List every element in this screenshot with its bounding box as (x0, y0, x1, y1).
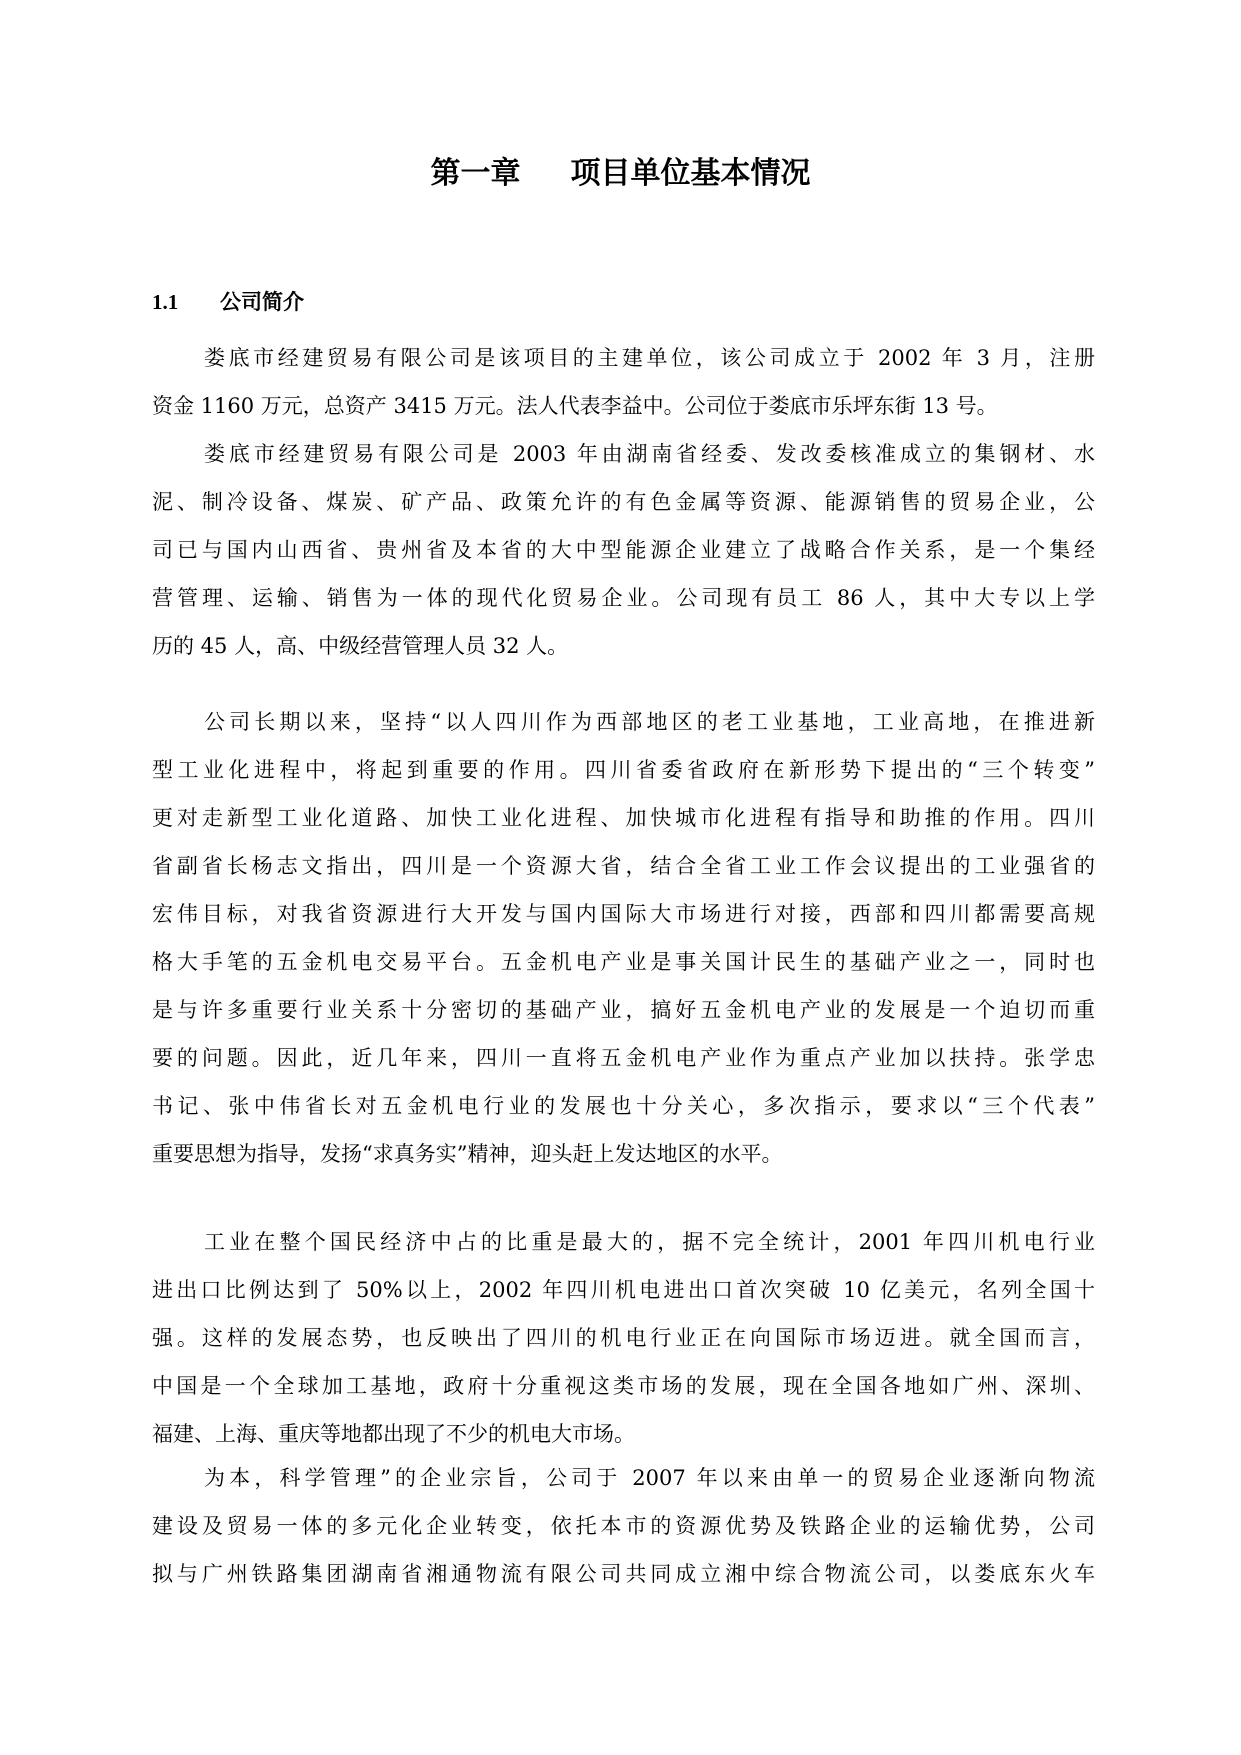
paragraph-line: 进出口比例达到了 50%以上，2002 年四川机电进出口首次突破 10 亿美元，名列全国十 (152, 1278, 1095, 1302)
paragraph-company-strategy (152, 1454, 1095, 1598)
paragraph-sichuan-industry (152, 698, 1095, 1178)
section-heading (152, 285, 304, 319)
paragraph-line: 要的问题。因此，近几年来，四川一直将五金机电产业作为重点产业加以扶持。张学忠 (152, 1046, 1095, 1070)
chapter-number: 第一章 (430, 156, 521, 191)
paragraph-line: 拟与广州铁路集团湖南省湘通物流有限公司共同成立湘中综合物流公司，以娄底东火车 (152, 1562, 1095, 1586)
paragraph-line: 历的 45 人，高、中级经营管理人员 32 人。 (152, 634, 569, 658)
paragraph-line: 福建、上海、重庆等地都出现了不少的机电大市场。 (152, 1422, 635, 1446)
paragraph-line: 书记、张中伟省长对五金机电行业的发展也十分关心，多次指示，要求以“三个代表” (152, 1094, 1095, 1118)
paragraph-company-intro (152, 334, 1095, 430)
section-title: 公司简介 (220, 290, 304, 314)
paragraph-line: 更对走新型工业化道路、加快工业化进程、加快城市化进程有指导和助推的作用。四川 (152, 806, 1095, 830)
paragraph-line: 强。这样的发展态势，也反映出了四川的机电行业正在向国际市场迈进。就全国而言， (152, 1326, 1095, 1350)
paragraph-line: 工业在整个国民经济中占的比重是最大的，据不完全统计，2001 年四川机电行业 (204, 1230, 1095, 1254)
section-number: 1.1 (152, 290, 179, 314)
paragraph-line: 型工业化进程中，将起到重要的作用。四川省委省政府在新形势下提出的“三个转变” (152, 758, 1095, 782)
paragraph-line: 重要思想为指导，发扬“求真务实”精神，迎头赶上发达地区的水平。 (152, 1142, 783, 1166)
paragraph-line: 省副省长杨志文指出，四川是一个资源大省，结合全省工业工作会议提出的工业强省的 (152, 854, 1095, 878)
paragraph-line: 娄底市经建贸易有限公司是该项目的主建单位，该公司成立于 2002 年 3 月，注册 (204, 346, 1095, 370)
paragraph-company-profile (152, 430, 1095, 670)
chapter-title (0, 152, 1241, 196)
paragraph-line: 为本，科学管理”的企业宗旨，公司于 2007 年以来由单一的贸易企业逐渐向物流 (204, 1466, 1095, 1490)
chapter-title-text: 项目单位基本情况 (570, 156, 811, 191)
paragraph-line: 营管理、运输、销售为一体的现代化贸易企业。公司现有员工 86 人，其中大专以上学 (152, 586, 1095, 610)
paragraph-line: 资金 1160 万元，总资产 3415 万元。法人代表李益中。公司位于娄底市乐坪东街 13 号。 (152, 394, 998, 418)
paragraph-line: 公司长期以来，坚持“以人四川作为西部地区的老工业基地，工业高地，在推进新 (204, 710, 1095, 734)
paragraph-line: 格大手笔的五金机电交易平台。五金机电产业是事关国计民生的基础产业之一，同时也 (152, 950, 1095, 974)
paragraph-line: 泥、制冷设备、煤炭、矿产品、政策允许的有色金属等资源、能源销售的贸易企业，公 (152, 490, 1095, 514)
paragraph-line: 中国是一个全球加工基地，政府十分重视这类市场的发展，现在全国各地如广州、深圳、 (152, 1374, 1095, 1398)
paragraph-line: 娄底市经建贸易有限公司是 2003 年由湖南省经委、发改委核准成立的集钢材、水 (204, 442, 1095, 466)
paragraph-line: 宏伟目标，对我省资源进行大开发与国内国际大市场进行对接，西部和四川都需要高规 (152, 902, 1095, 926)
paragraph-line: 是与许多重要行业关系十分密切的基础产业，搞好五金机电产业的发展是一个迫切而重 (152, 998, 1095, 1022)
paragraph-electromechanical-trade (152, 1218, 1095, 1458)
paragraph-line: 建设及贸易一体的多元化企业转变，依托本市的资源优势及铁路企业的运输优势，公司 (152, 1514, 1095, 1538)
paragraph-line: 司已与国内山西省、贵州省及本省的大中型能源企业建立了战略合作关系，是一个集经 (152, 538, 1095, 562)
